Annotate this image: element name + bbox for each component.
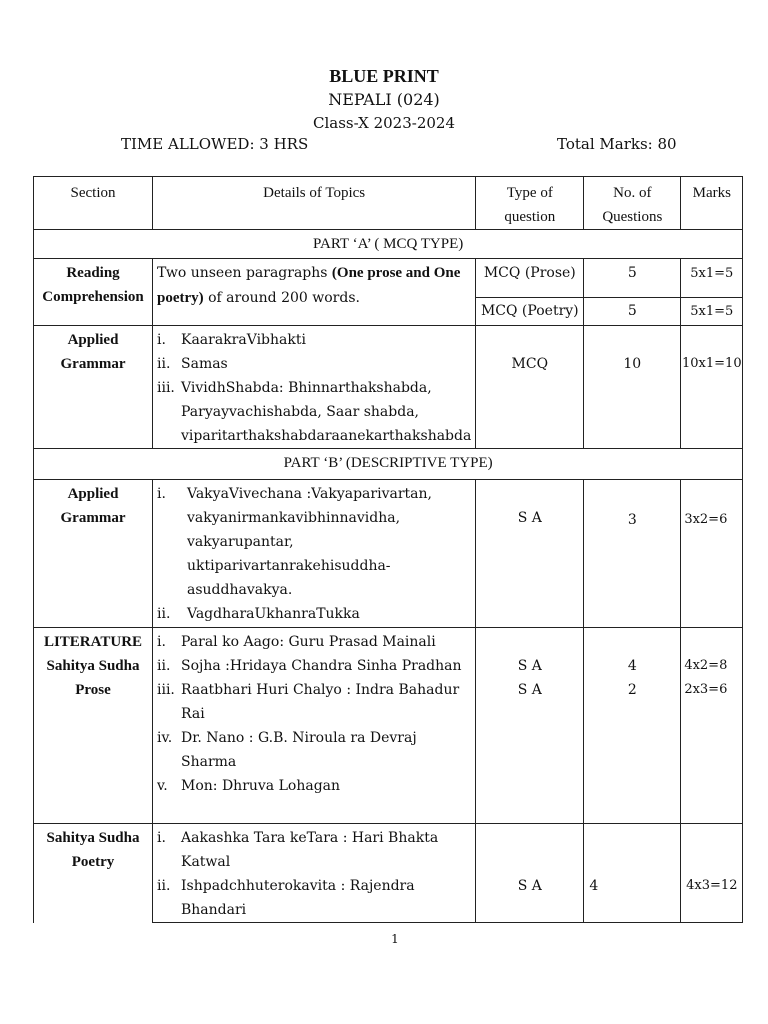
grammar-b-topics bbox=[153, 480, 476, 628]
header-marks: Marks bbox=[681, 177, 743, 230]
num-prose-literature: 4 2 bbox=[584, 628, 681, 824]
reading-topics: Two unseen paragraphs (One prose and One poetry) of around 200 words. bbox=[153, 259, 476, 326]
part-a-heading: PART ‘A’ ( MCQ TYPE) bbox=[34, 230, 743, 259]
type-mcq-poetry: MCQ (Poetry) bbox=[476, 298, 584, 326]
doc-title: BLUE PRINT bbox=[329, 66, 439, 86]
num-poetry-literature: 4 bbox=[584, 824, 681, 923]
list-item: i. KaarakraVibhakti bbox=[157, 332, 306, 348]
marks-prose-literature: 4x2=8 2x3=6 bbox=[681, 628, 743, 824]
grammar-a-topics bbox=[153, 326, 476, 449]
list-item: i. Paral ko Aago: Guru Prasad Mainali bbox=[157, 634, 436, 650]
blueprint-table bbox=[33, 176, 743, 923]
list-item: ii. Ishpadchhuterokavita : Rajendra Bhandari bbox=[157, 878, 415, 918]
prose-topics bbox=[153, 628, 476, 824]
list-item: ii. Samas bbox=[157, 356, 228, 372]
marks-prose: 5x1=5 bbox=[681, 259, 743, 298]
section-reading: Reading Comprehension bbox=[34, 259, 153, 326]
header-section: Section bbox=[34, 177, 153, 230]
type-sa-grammar: S A bbox=[476, 480, 584, 628]
num-grammar-b: 3 bbox=[584, 480, 681, 628]
type-mcq-prose: MCQ (Prose) bbox=[476, 259, 584, 298]
list-item: ii. Sojha :Hridaya Chandra Sinha Pradhan bbox=[157, 658, 462, 674]
section-applied-grammar-b: Applied Grammar bbox=[34, 480, 153, 628]
table-row bbox=[34, 628, 743, 824]
table-row bbox=[34, 480, 743, 628]
marks-poetry: 5x1=5 bbox=[681, 298, 743, 326]
list-item: ii. VagdharaUkhanraTukka bbox=[157, 606, 360, 622]
section-poetry: Sahitya Sudha Poetry bbox=[34, 824, 153, 923]
part-b-heading: PART ‘B’ (DESCRIPTIVE TYPE) bbox=[34, 449, 743, 480]
list-item: iv. Dr. Nano : G.B. Niroula ra Devraj Sharma bbox=[157, 730, 417, 770]
table-row bbox=[34, 824, 743, 923]
part-b-row bbox=[34, 449, 743, 480]
doc-class-year: Class-X 2023-2024 bbox=[312, 114, 455, 132]
header-number: No. of Questions bbox=[584, 177, 681, 230]
table-header-row bbox=[34, 177, 743, 230]
type-mcq: MCQ bbox=[476, 326, 584, 449]
header-topics: Details of Topics bbox=[153, 177, 476, 230]
section-literature-prose: LITERATURE Sahitya Sudha Prose bbox=[34, 628, 153, 824]
type-sa-prose: S A S A bbox=[476, 628, 584, 824]
marks-poetry-literature: 4x3=12 bbox=[681, 824, 743, 923]
list-item: iii. VividhShabda: Bhinnarthakshabda, Paryayvachishabda, Saar shabda, viparitarthakshabdaraanekarthakshabda bbox=[157, 380, 472, 444]
section-applied-grammar-a: Applied Grammar bbox=[34, 326, 153, 449]
table-row bbox=[34, 326, 743, 449]
page-number: 1 bbox=[391, 932, 399, 946]
list-item: i. VakyaVivechana :Vakyaparivartan, vakyanirmankavibhinnavidha, vakyarupantar, uktiparivartanrakehisuddha-asuddhavakya. bbox=[157, 486, 432, 598]
doc-subject: NEPALI (024) bbox=[328, 90, 440, 109]
part-a-row bbox=[34, 230, 743, 259]
num-poetry: 5 bbox=[584, 298, 681, 326]
num-grammar-a: 10 bbox=[584, 326, 681, 449]
list-item: i. Aakashka Tara keTara : Hari Bhakta Katwal bbox=[157, 830, 439, 870]
num-prose: 5 bbox=[584, 259, 681, 298]
table-row bbox=[34, 259, 743, 298]
list-item: v. Mon: Dhruva Lohagan bbox=[157, 778, 341, 794]
total-marks: Total Marks: 80 bbox=[557, 135, 677, 153]
list-item: iii. Raatbhari Huri Chalyo : Indra Bahadur Rai bbox=[157, 682, 460, 722]
marks-grammar-b: 3x2=6 bbox=[681, 480, 743, 628]
header-type: Type of question bbox=[476, 177, 584, 230]
time-allowed: TIME ALLOWED: 3 HRS bbox=[121, 135, 309, 153]
type-sa-poetry: S A bbox=[476, 824, 584, 923]
poetry-topics bbox=[153, 824, 476, 923]
marks-grammar-a: 10x1=10 bbox=[681, 326, 743, 449]
